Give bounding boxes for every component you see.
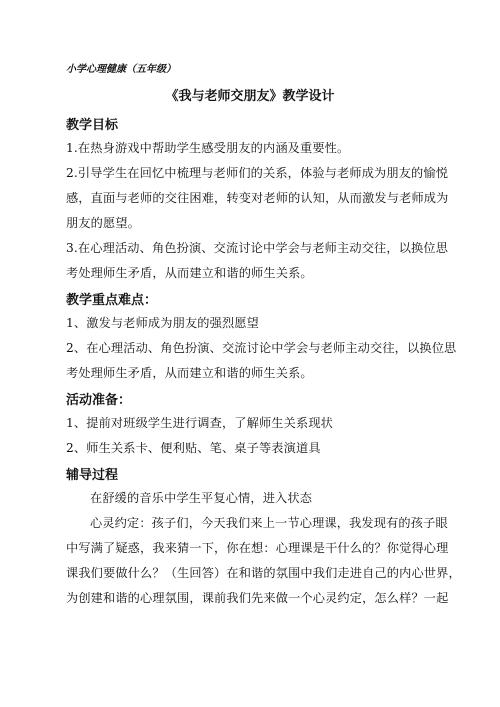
paragraph-line: 心灵约定：孩子们，今天我们来上一节心理课，我发现有的孩子眼: [90, 516, 448, 530]
paragraph-line: 考处理师生矛盾，从而建立和谐的师生关系。: [66, 366, 313, 380]
heading-objectives: 教学目标: [66, 118, 119, 133]
paragraph-line: 2.引导学生在回忆中梳理与老师们的关系，体验与老师成为朋友的愉悦: [66, 166, 449, 180]
paragraph-line: 在舒缓的音乐中学生平复心情，进入状态: [90, 491, 313, 505]
heading-process: 辅导过程: [66, 468, 119, 483]
paragraph-line: 3.在心理活动、角色扮演、交流讨论中学会与老师主动交往，以换位思: [66, 241, 449, 255]
document-title: 《我与老师交朋友》教学设计: [165, 89, 335, 104]
paragraph-line: 中写满了疑惑，我来猜一下，你在想：心理课是干什么的？你觉得心理: [66, 541, 449, 555]
paragraph-line: 1.在热身游戏中帮助学生感受朋友的内涵及重要性。: [66, 141, 350, 155]
heading-preparation: 活动准备：: [66, 393, 132, 408]
paragraph-line: 2、在心理活动、角色扮演、交流讨论中学会与老师主动交往，以换位思: [66, 341, 457, 355]
heading-key-points: 教学重点难点：: [66, 293, 158, 308]
paragraph-line: 1、提前对班级学生进行调查，了解师生关系现状: [66, 416, 333, 430]
paragraph-line: 课我们要做什么？（生回答）在和谐的氛围中我们走进自己的内心世界，: [66, 566, 461, 580]
paragraph-line: 感，直面与老师的交往困难，转变对老师的认知，从而激发与老师成为: [66, 191, 449, 205]
header-tag: 小学心理健康（五年级）: [66, 64, 176, 75]
paragraph-line: 考处理师生矛盾，从而建立和谐的师生关系。: [66, 266, 313, 280]
paragraph-line: 1、激发与老师成为朋友的强烈愿望: [66, 316, 259, 330]
paragraph-line: 2、师生关系卡、便利贴、笔、桌子等表演道具: [66, 441, 321, 455]
paragraph-line: 朋友的愿望。: [66, 216, 141, 230]
paragraph-line: 为创建和谐的心理氛围，课前我们先来做一个心灵约定，怎么样？一起: [66, 591, 449, 605]
